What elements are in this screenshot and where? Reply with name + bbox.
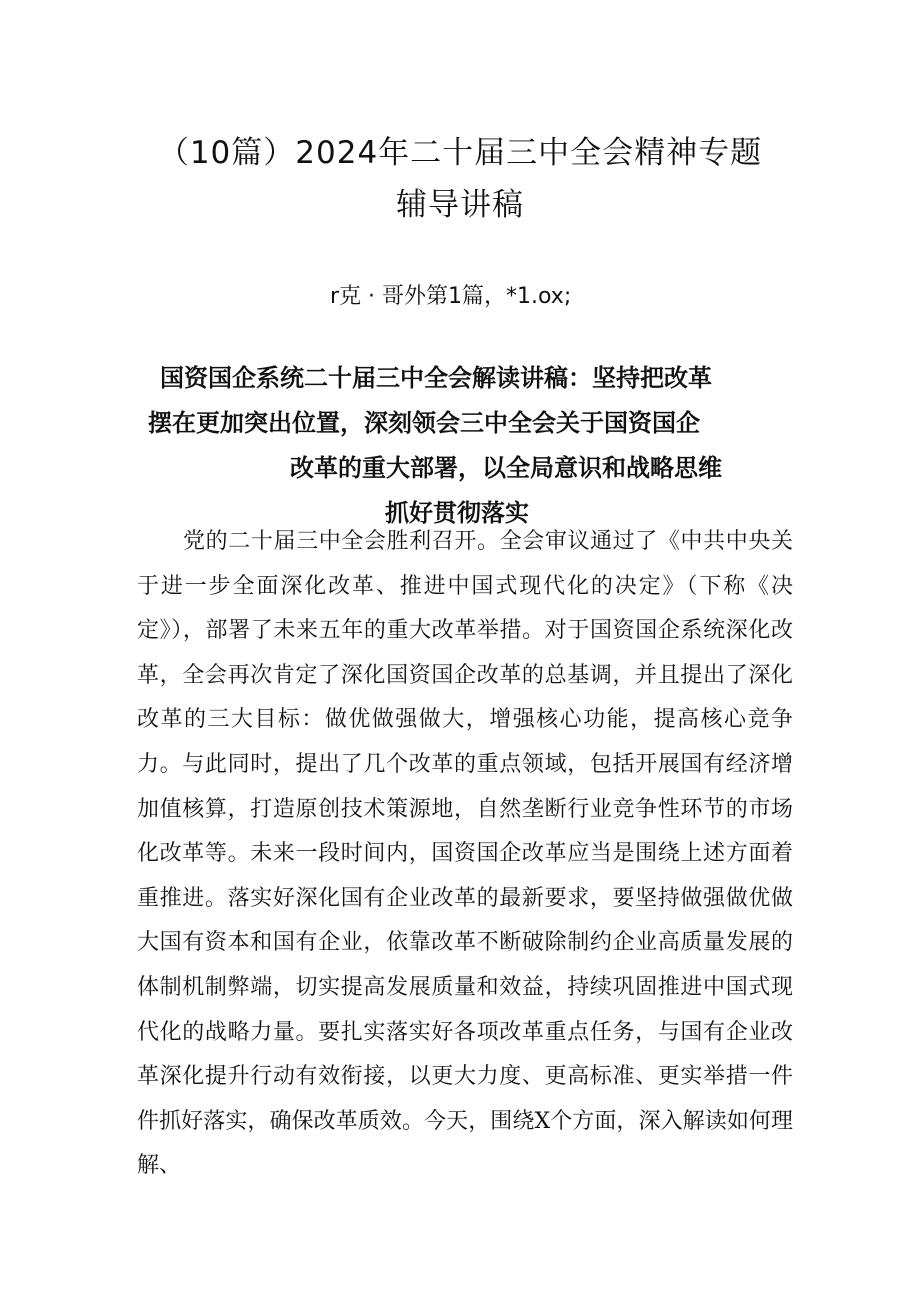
section-heading	[140, 356, 800, 536]
section-heading-line-2: 摆在更加突出位置，深刻领会三中全会关于国资国企	[148, 408, 700, 437]
section-heading-line-3: 改革的重大部署，以全局意识和战略思维	[290, 453, 722, 482]
document-title	[100, 127, 820, 231]
section-heading-line-1: 国资国企系统二十届三中全会解读讲稿：坚持把改革	[160, 363, 712, 392]
body-paragraph: 党的二十届三中全会胜利召开。全会审议通过了《中共中央关于进一步全面深化改革、推进中国式现代化的决定》（下称《决定》），部署了未来五年的重大改革举措。对于国资国企系统深化改革，全会再次肯定了深化国资国企改革的总基调，并且提出了深化改革的三大目标：做优做强做大，增强核心功能，提高核心竞争力。与此同时，提出了几个改革的重点领域，包括开展国有经济增加值核算，打造原创技术策源地，自然垄断行业竞争性环节的市场化改革等。未来一段时间内，国资国企改革应当是围绕上述方面着重推进。落实好深化国有企业改革的最新要求，要坚持做强做优做大国有资本和国有企业，依靠改革不断破除制约企业高质量发展的体制机制弊端，切实提高发展质量和效益，持续巩固推进中国式现代化的战略力量。要扎实落实好各项改革重点任务，与国有企业改革深化提升行动有效衔接，以更大力度、更高标准、更实举措一件件抓好落实，确保改革质效。今天，围绕X个方面，深入解读如何理解、	[137, 529, 793, 1179]
chapter-marker: r克 · 哥外第1篇，*1.ox;	[330, 284, 572, 309]
document-title-line-2: 辅导讲稿	[396, 186, 524, 223]
section-heading-line-4: 抓好贯彻落实	[385, 498, 529, 527]
document-title-line-1: （10篇）2024年二十届三中全会精神专题	[157, 134, 763, 171]
